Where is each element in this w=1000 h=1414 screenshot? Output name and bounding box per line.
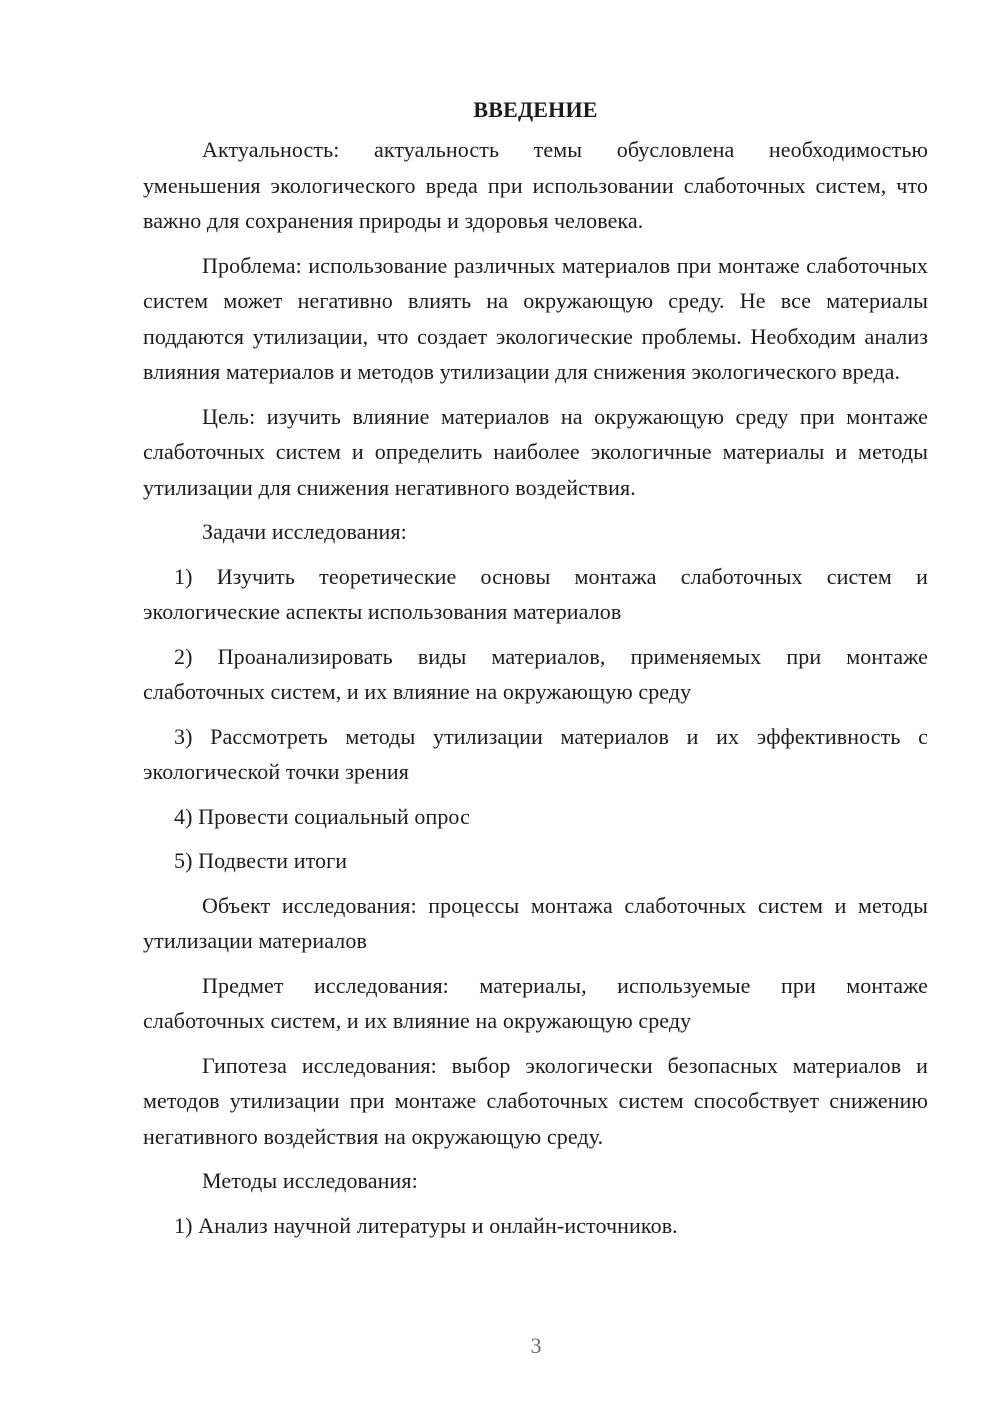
list-item-task-3: 3) Рассмотреть методы утилизации материалов и их эффективность с экологической точки зрения	[143, 723, 928, 784]
paragraph-tasks-intro: Задачи исследования:	[202, 519, 407, 544]
list-item-method-1: 1) Анализ научной литературы и онлайн-источников.	[174, 1212, 678, 1238]
paragraph-methods-intro: Методы исследования:	[202, 1168, 418, 1193]
page-number: 3	[530, 1333, 542, 1358]
paragraph-problem: Проблема: использование различных материалов при монтаже слаботочных систем может негативно влиять на окружающую среду. Не все материалы поддаются утилизации, что создает экологические проблемы. Необходим анализ влияния материалов и методов утилизации для снижения экологического вреда.	[143, 252, 928, 384]
paragraph-hypothesis: Гипотеза исследования: выбор экологически безопасных материалов и методов утилизации при монтаже слаботочных систем способствует снижению негативного воздействия на окружающую среду.	[143, 1052, 928, 1149]
paragraph-goal: Цель: изучить влияние материалов на окружающую среду при монтаже слаботочных систем и определить наиболее экологичные материалы и методы утилизации для снижения негативного воздействия.	[143, 403, 928, 500]
section-heading: ВВЕДЕНИЕ	[473, 97, 598, 122]
list-item-task-2: 2) Проанализировать виды материалов, применяемых при монтаже слаботочных систем, и их влияние на окружающую среду	[143, 643, 928, 704]
paragraph-relevance: Актуальность: актуальность темы обусловлена необходимостью уменьшения экологического вреда при использовании слаботочных систем, что важно для сохранения природы и здоровья человека.	[143, 137, 928, 233]
page-content	[143, 92, 928, 1252]
paragraph-subject: Предмет исследования: материалы, используемые при монтаже слаботочных систем, и их влияние на окружающую среду	[143, 972, 928, 1033]
paragraph-object: Объект исследования: процессы монтажа слаботочных систем и методы утилизации материалов	[143, 892, 928, 953]
list-item-task-1: 1) Изучить теоретические основы монтажа слаботочных систем и экологические аспекты использования материалов	[143, 563, 928, 624]
list-item-task-4: 4) Провести социальный опрос	[174, 803, 470, 829]
list-item-task-5: 5) Подвести итоги	[174, 848, 348, 873]
